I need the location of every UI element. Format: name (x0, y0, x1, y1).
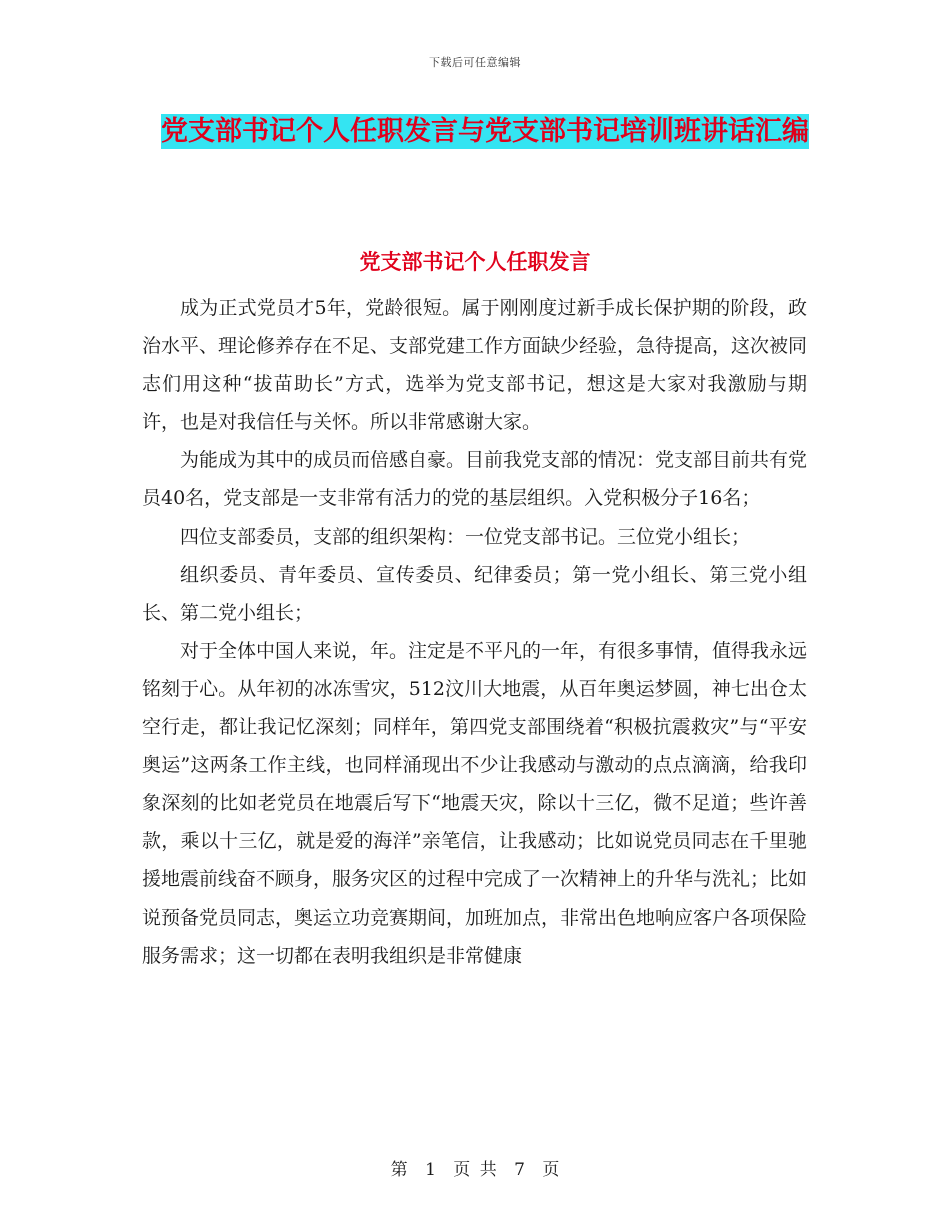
page-label-suffix: 页 (542, 1160, 560, 1180)
page-label-mid: 页 共 (453, 1160, 497, 1180)
current-page-number: 1 (425, 1160, 436, 1180)
body-paragraph: 四位支部委员，支部的组织架构：一位党支部书记。三位党小组长； (180, 525, 751, 548)
section-title: 党支部书记个人任职发言 (359, 249, 591, 274)
document-body (142, 289, 807, 975)
document-title (140, 106, 830, 158)
body-paragraph: 为能成为其中的成员而倍感自豪。目前我党支部的情况：党支部目前共有党员40名，党支部是一支非常有活力的党的基层组织。入党积极分子16名； (142, 449, 808, 510)
total-pages-number: 7 (514, 1160, 525, 1180)
body-paragraph: 对于全体中国人来说，年。注定是不平凡的一年，有很多事情，值得我永远铭刻于心。从年初的冰冻雪灾，512汶川大地震，从百年奥运梦圆，神七出仓太空行走，都让我记忆深刻；同样年，第四党支部围绕着“积极抗震救灾”与“平安奥运”这两条工作主线，也同样涌现出不少让我感动与激动的点点滴滴，给我印象深刻的比如老党员在地震后写下“地震天灾，除以十三亿，微不足道；些许善款，乘以十三亿，就是爱的海洋”亲笔信，让我感动；比如说党员同志在千里驰援地震前线奋不顾身，服务灾区的过程中完成了一次精神上的升华与洗礼；比如说预备党员同志，奥运立功竞赛期间，加班加点，非常出色地响应客户各项保险服务需求；这一切都在表明我组织是非常健康 (142, 639, 808, 967)
page-footer (0, 1155, 950, 1180)
body-paragraph: 组织委员、青年委员、宣传委员、纪律委员；第一党小组长、第三党小组长、第二党小组长； (142, 563, 807, 624)
page-header-note: 下载后可任意编辑 (429, 56, 521, 69)
page-label-prefix: 第 (390, 1160, 408, 1180)
body-paragraph: 成为正式党员才5年，党龄很短。属于刚刚度过新手成长保护期的阶段，政治水平、理论修养存在不足、支部党建工作方面缺少经验，急待提高，这次被同志们用这种“拔苗助长”方式，选举为党支部书记，想这是大家对我激励与期许，也是对我信任与关怀。所以非常感谢大家。 (142, 297, 808, 434)
document-title-text: 党支部书记个人任职发言与党支部书记培训班讲话汇编 (161, 116, 809, 147)
